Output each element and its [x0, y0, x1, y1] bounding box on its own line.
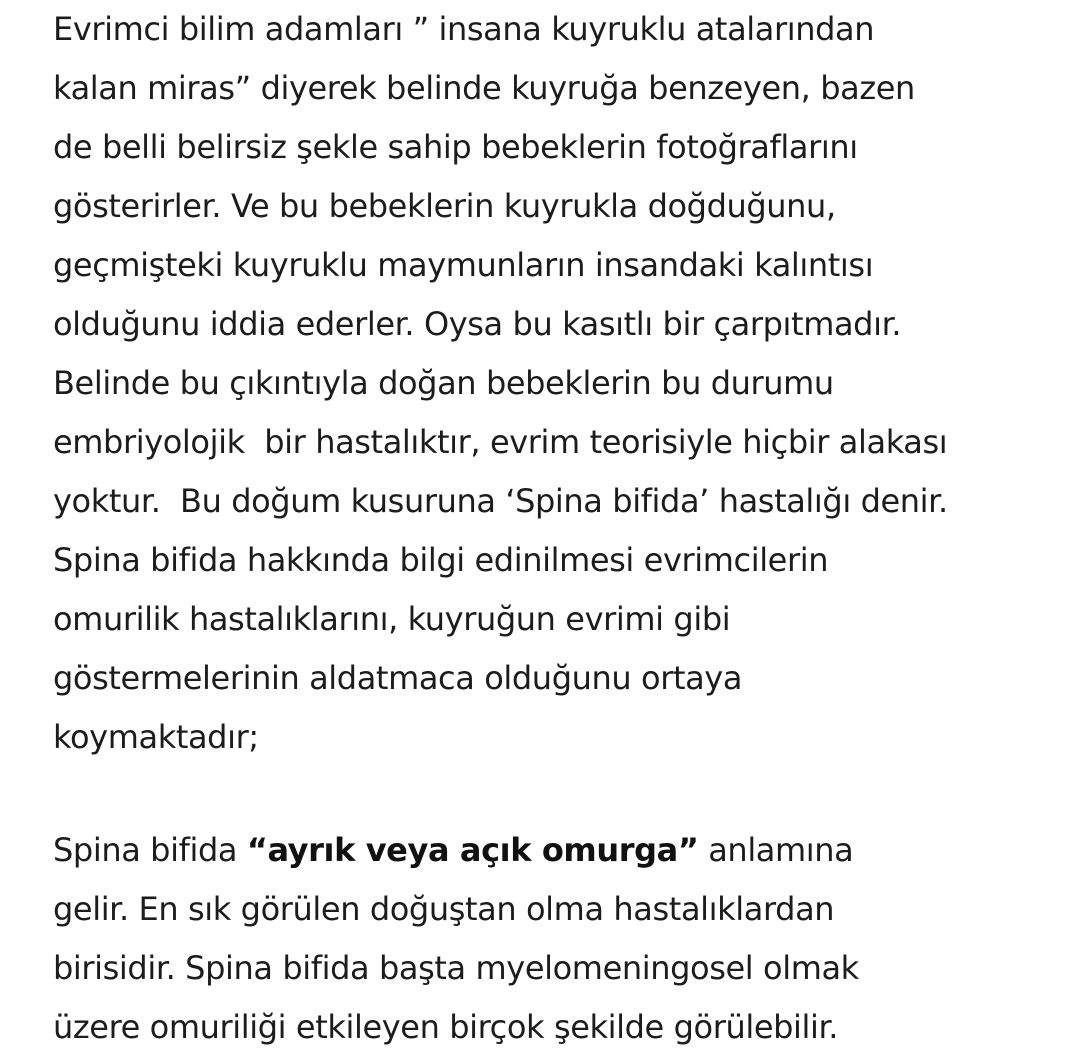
text-line: göstermelerinin aldatmaca olduğunu ortaya — [53, 659, 743, 697]
text-line: olduğunu iddia ederler. Oysa bu kasıtlı bir çarpıtmadır. — [53, 305, 902, 343]
text-line: yoktur. Bu doğum kusuruna ‘Spina bifida’ hastalığı denir. — [53, 482, 948, 520]
text-line: geçmişteki kuyruklu maymunların insandaki kalıntısı — [53, 246, 874, 284]
article-body — [53, 0, 1073, 1057]
text-line: gelir. En sık görülen doğuştan olma hastalıklardan — [53, 890, 835, 928]
text-line: kalan miras” diyerek belinde kuyruğa benzeyen, bazen — [53, 69, 915, 107]
text-line: Evrimci bilim adamları ” insana kuyruklu atalarından — [53, 10, 875, 48]
text-line: üzere omuriliği etkileyen birçok şekilde görülebilir. — [53, 1008, 839, 1046]
bold-emphasis: “ayrık veya açık omurga” — [246, 831, 699, 869]
text-segment: Spina bifida — [53, 831, 247, 869]
text-line: koymaktadır; — [53, 718, 259, 756]
text-segment: anlamına — [698, 831, 854, 869]
text-line: gösterirler. Ve bu bebeklerin kuyrukla doğduğunu, — [53, 187, 836, 225]
text-line: Spina bifida hakkında bilgi edinilmesi evrimcilerin — [53, 541, 829, 579]
text-line: omurilik hastalıklarını, kuyruğun evrimi gibi — [53, 600, 731, 638]
text-line — [53, 821, 1073, 880]
text-line: de belli belirsiz şekle sahip bebeklerin fotoğraflarını — [53, 128, 858, 166]
paragraph-2 — [53, 821, 1073, 1057]
text-line: Belinde bu çıkıntıyla doğan bebeklerin bu durumu — [53, 364, 834, 402]
paragraph-1 — [53, 0, 1073, 767]
text-line: birisidir. Spina bifida başta myelomeningosel olmak — [53, 949, 859, 987]
text-line: embriyolojik bir hastalıktır, evrim teorisiyle hiçbir alakası — [53, 423, 948, 461]
paragraph-spacer — [53, 767, 1073, 821]
